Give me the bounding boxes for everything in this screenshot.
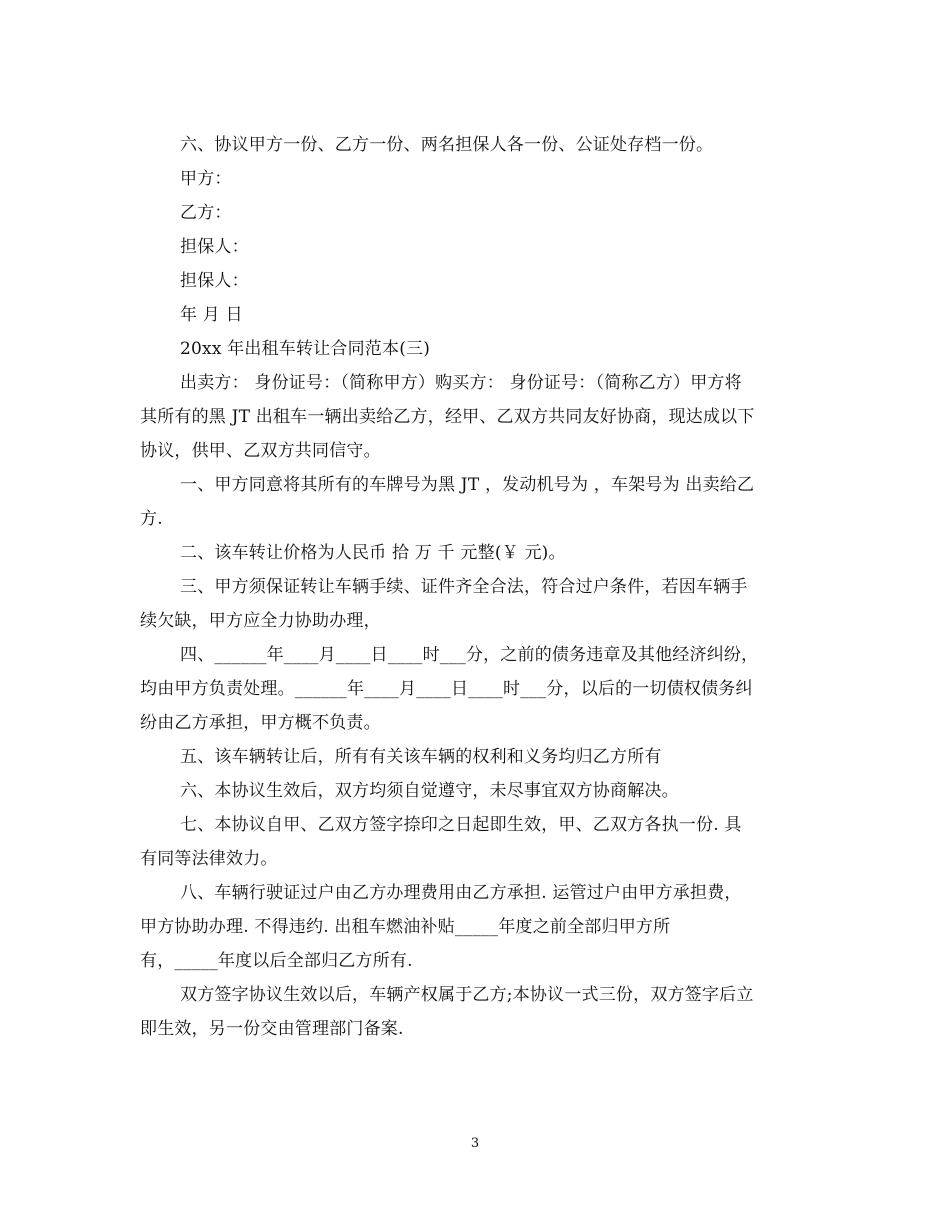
clause-four-line-3: 纷由乙方承担，甲方概不负责。: [140, 713, 381, 733]
guarantor-signature-line-1: 担保人：: [180, 237, 249, 257]
clause-eight-line-2: 甲方协助办理. 不得违约. 出租车燃油补贴_____年度之前全部归甲方所: [140, 917, 671, 937]
clause-three-line-1: 三、甲方须保证转让车辆手续、证件齐全合法，符合过户条件，若因车辆手: [180, 577, 748, 597]
page-number: 3: [470, 1136, 480, 1151]
clause-seven-line-2: 有同等法律效力。: [140, 849, 278, 869]
intro-paragraph-line-2: 其所有的黑 JT 出租车一辆出卖给乙方，经甲、乙双方共同友好协商，现达成以下: [140, 407, 755, 427]
clause-four-line-1: 四、______年____月____日____时___分，之前的债务违章及其他经济纠纷，: [180, 645, 759, 665]
clause-six-copies: 六、协议甲方一份、乙方一份、两名担保人各一份、公证处存档一份。: [180, 135, 714, 155]
contract-title: 20xx 年出租车转让合同范本(三): [180, 339, 431, 359]
guarantor-signature-line-2: 担保人：: [180, 271, 249, 291]
intro-paragraph-line-1: 出卖方： 身份证号：（简称甲方）购买方： 身份证号：（简称乙方）甲方将: [180, 373, 742, 393]
clause-eight-line-1: 八、车辆行驶证过户由乙方办理费用由乙方承担. 运管过户由甲方承担费，: [180, 883, 742, 903]
document-body: [140, 128, 805, 1046]
clause-one-line-2: 方.: [140, 509, 163, 529]
clause-eight-line-3: 有，_____年度以后全部归乙方所有.: [140, 951, 413, 971]
clause-two: 二、该车转让价格为人民币 拾 万 千 元整(￥ 元)。: [180, 543, 566, 563]
date-line: 年 月 日: [180, 305, 243, 325]
party-b-signature-line: 乙方：: [180, 203, 232, 223]
clause-four-line-2: 均由甲方负责处理。______年____月____日____时___分，以后的一切债权债务纠: [140, 679, 753, 699]
final-paragraph-line-1: 双方签字协议生效以后，车辆产权属于乙方;本协议一式三份，双方签字后立: [180, 985, 754, 1005]
clause-one-line-1: 一、甲方同意将其所有的车牌号为黑 JT ，发动机号为 ，车架号为 出卖给乙: [180, 475, 755, 495]
clause-three-line-2: 续欠缺，甲方应全力协助办理，: [140, 611, 381, 631]
clause-seven-line-1: 七、本协议自甲、乙双方签字捺印之日起即生效，甲、乙双方各执一份. 具: [180, 815, 742, 835]
party-a-signature-line: 甲方：: [180, 169, 232, 189]
clause-five: 五、该车辆转让后，所有有关该车辆的权利和义务均归乙方所有: [180, 747, 662, 767]
clause-six-effect: 六、本协议生效后，双方均须自觉遵守，未尽事宜双方协商解决。: [180, 781, 679, 801]
final-paragraph-line-2: 即生效，另一份交由管理部门备案.: [140, 1019, 404, 1039]
intro-paragraph-line-3: 协议，供甲、乙双方共同信守。: [140, 441, 381, 461]
